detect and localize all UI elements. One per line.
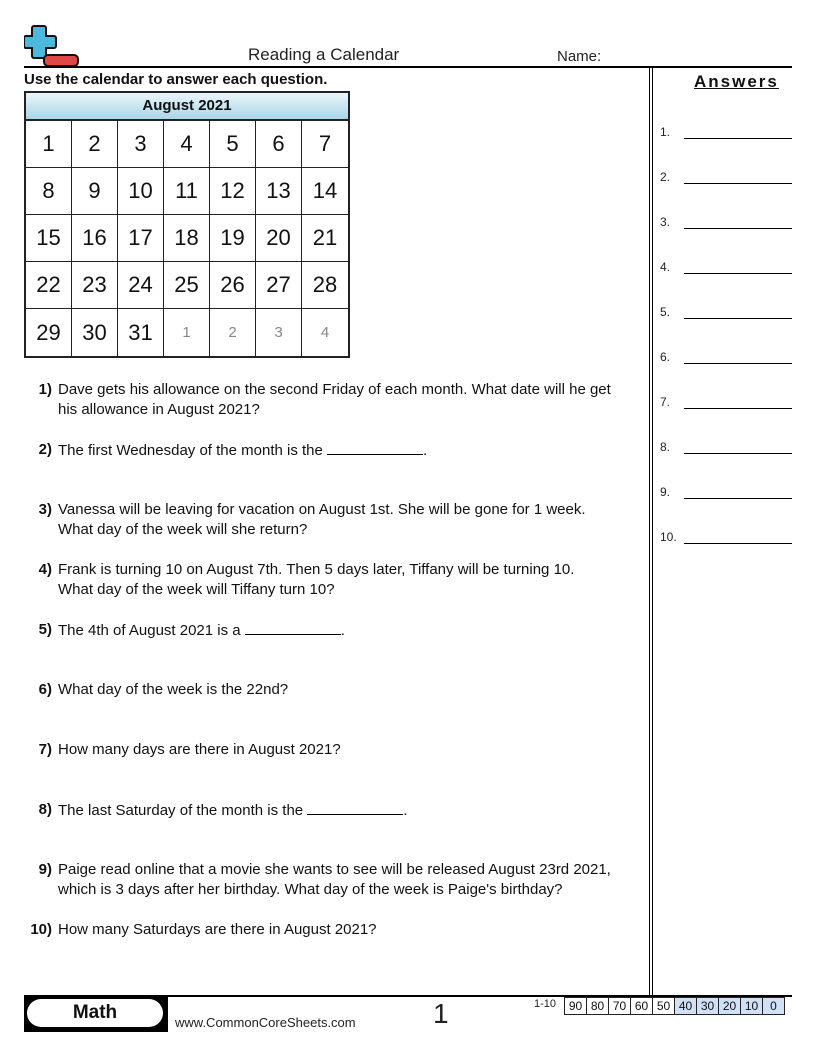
question-number: 7): [38, 741, 52, 758]
score-cell: 10: [741, 998, 763, 1014]
calendar-day: 3: [118, 121, 164, 168]
question-text: [52, 500, 586, 540]
header-divider: [24, 66, 792, 68]
question-line: Frank is turning 10 on August 7th. Then 5 days later, Tiffany will be turning 10.: [58, 561, 575, 578]
calendar-day: 20: [256, 215, 302, 262]
question-text: [52, 740, 341, 760]
answer-row: [660, 394, 792, 409]
answers-column-divider: [649, 68, 653, 996]
calendar-day: 27: [256, 262, 302, 309]
answer-input-line[interactable]: [684, 169, 792, 184]
answer-row: [660, 169, 792, 184]
answer-input-line[interactable]: [684, 394, 792, 409]
question-item: [24, 500, 648, 540]
website-link[interactable]: www.CommonCoreSheets.com: [175, 1015, 356, 1030]
answer-number: 6.: [660, 350, 671, 364]
question-line: Paige read online that a movie she wants to see will be released August 23rd 2021,: [58, 861, 611, 878]
calendar-day: 25: [164, 262, 210, 309]
calendar-day: 8: [26, 168, 72, 215]
question-text: [52, 560, 574, 600]
question-text-after: .: [423, 442, 428, 459]
calendar-day: 30: [72, 309, 118, 356]
question-number: 10): [30, 921, 52, 938]
answer-row: [660, 484, 792, 499]
answer-number: 8.: [660, 440, 671, 454]
question-line: which is 3 days after her birthday. What day of the week is Paige's birthday?: [58, 881, 563, 898]
question-line: his allowance in August 2021?: [58, 401, 260, 418]
answer-input-line[interactable]: [684, 304, 792, 319]
calendar-day: 19: [210, 215, 256, 262]
answer-number: 4.: [660, 260, 671, 274]
answer-row: [660, 124, 792, 139]
calendar-day: 21: [302, 215, 348, 262]
question-number: 1): [38, 381, 52, 398]
calendar-day: 17: [118, 215, 164, 262]
question-item: [24, 800, 648, 821]
calendar-day: 6: [256, 121, 302, 168]
answer-row: [660, 214, 792, 229]
answer-row: [660, 349, 792, 364]
question-text: [52, 620, 345, 641]
score-cell: 40: [675, 998, 697, 1014]
question-line: What day of the week will Tiffany turn 10?: [58, 581, 335, 598]
question-line: What day of the week is the 22nd?: [58, 681, 289, 698]
question-line: What day of the week will she return?: [58, 521, 308, 538]
instructions: Use the calendar to answer each question.: [24, 71, 328, 88]
math-logo-icon: [24, 24, 80, 68]
score-cell: 50: [653, 998, 675, 1014]
calendar-day: 14: [302, 168, 348, 215]
answer-number: 10.: [660, 530, 677, 544]
score-cell: 20: [719, 998, 741, 1014]
question-item: [24, 920, 648, 940]
calendar-day: 29: [26, 309, 72, 356]
question-item: [24, 740, 648, 760]
question-text-before: The 4th of August 2021 is a: [58, 622, 245, 639]
answer-row: [660, 259, 792, 274]
page-number: 1: [433, 998, 449, 1029]
answer-number: 5.: [660, 305, 671, 319]
question-text-after: .: [403, 802, 408, 819]
answer-row: [660, 529, 792, 544]
answer-input-line[interactable]: [684, 214, 792, 229]
question-text: [52, 800, 407, 821]
question-number: 6): [38, 681, 52, 698]
calendar-grid: [26, 121, 348, 356]
calendar-day: 10: [118, 168, 164, 215]
question-item: [24, 560, 648, 600]
calendar-day: 26: [210, 262, 256, 309]
question-number: 8): [38, 801, 52, 818]
question-line: How many days are there in August 2021?: [58, 741, 341, 758]
question-text: [52, 380, 611, 420]
question-item: [24, 680, 648, 700]
answer-number: 7.: [660, 395, 671, 409]
score-range-label: 1-10: [534, 998, 557, 1010]
answer-input-line[interactable]: [684, 529, 792, 544]
calendar-day: 22: [26, 262, 72, 309]
answer-row: [660, 439, 792, 454]
calendar-day-next-month: 4: [320, 324, 330, 341]
calendar-day: 15: [26, 215, 72, 262]
fill-in-blank[interactable]: [327, 440, 423, 455]
score-cell: 60: [631, 998, 653, 1014]
answer-number: 1.: [660, 125, 671, 139]
answers-title: Answers: [694, 72, 779, 91]
question-item: [24, 380, 648, 420]
calendar-day: 16: [72, 215, 118, 262]
calendar-day: 12: [210, 168, 256, 215]
score-cell: 0: [763, 998, 785, 1014]
score-cell: 70: [609, 998, 631, 1014]
question-number: 5): [38, 621, 52, 638]
calendar-day: 4: [164, 121, 210, 168]
calendar-month-title: August 2021: [26, 93, 348, 121]
answer-input-line[interactable]: [684, 259, 792, 274]
calendar-day: 2: [72, 121, 118, 168]
question-line: Dave gets his allowance on the second Friday of each month. What date will he get: [58, 381, 611, 398]
question-item: [24, 860, 648, 900]
question-line: Vanessa will be leaving for vacation on August 1st. She will be gone for 1 week.: [58, 501, 586, 518]
calendar-day: 9: [72, 168, 118, 215]
answer-number: 3.: [660, 215, 671, 229]
calendar-day: 7: [302, 121, 348, 168]
calendar-day: 23: [72, 262, 118, 309]
question-number: 4): [38, 561, 52, 578]
question-text-after: .: [340, 622, 345, 639]
question-text: [52, 860, 611, 900]
calendar-day: 31: [118, 309, 164, 356]
question-text: [52, 920, 377, 940]
worksheet-title: Reading a Calendar: [248, 45, 400, 64]
answer-number: 2.: [660, 170, 671, 184]
calendar-day-next-month: 3: [256, 309, 302, 356]
answer-input-line[interactable]: [684, 484, 792, 499]
calendar-day-next-month: 2: [210, 309, 256, 356]
calendar-day: 11: [164, 168, 210, 215]
question-line: How many Saturdays are there in August 2021?: [58, 921, 377, 938]
calendar-day-next-month: 1: [164, 309, 210, 356]
answer-number: 9.: [660, 485, 671, 499]
question-text: [52, 680, 288, 700]
calendar-day: 18: [164, 215, 210, 262]
question-number: 2): [38, 441, 52, 458]
question-text: [52, 440, 427, 461]
fill-in-blank[interactable]: [245, 620, 341, 635]
subject-badge: Math: [27, 999, 163, 1027]
name-label: Name:: [557, 48, 602, 65]
score-cell: 80: [587, 998, 609, 1014]
answer-input-line[interactable]: [684, 124, 792, 139]
calendar-day: 28: [302, 262, 348, 309]
score-table: [564, 997, 785, 1015]
fill-in-blank[interactable]: [307, 800, 403, 815]
calendar: [24, 91, 350, 358]
question-text-before: The last Saturday of the month is the: [58, 802, 308, 819]
calendar-day: 13: [256, 168, 302, 215]
question-number: 3): [38, 501, 52, 518]
question-number: 9): [38, 861, 52, 878]
question-item: [24, 440, 648, 461]
calendar-day: 24: [118, 262, 164, 309]
answer-input-line[interactable]: [684, 439, 792, 454]
score-cell: 30: [697, 998, 719, 1014]
answer-input-line[interactable]: [684, 349, 792, 364]
answer-row: [660, 304, 792, 319]
calendar-day: 5: [210, 121, 256, 168]
score-cell: 90: [565, 998, 587, 1014]
calendar-day: 1: [26, 121, 72, 168]
question-text-before: The first Wednesday of the month is the: [58, 442, 328, 459]
question-item: [24, 620, 648, 641]
